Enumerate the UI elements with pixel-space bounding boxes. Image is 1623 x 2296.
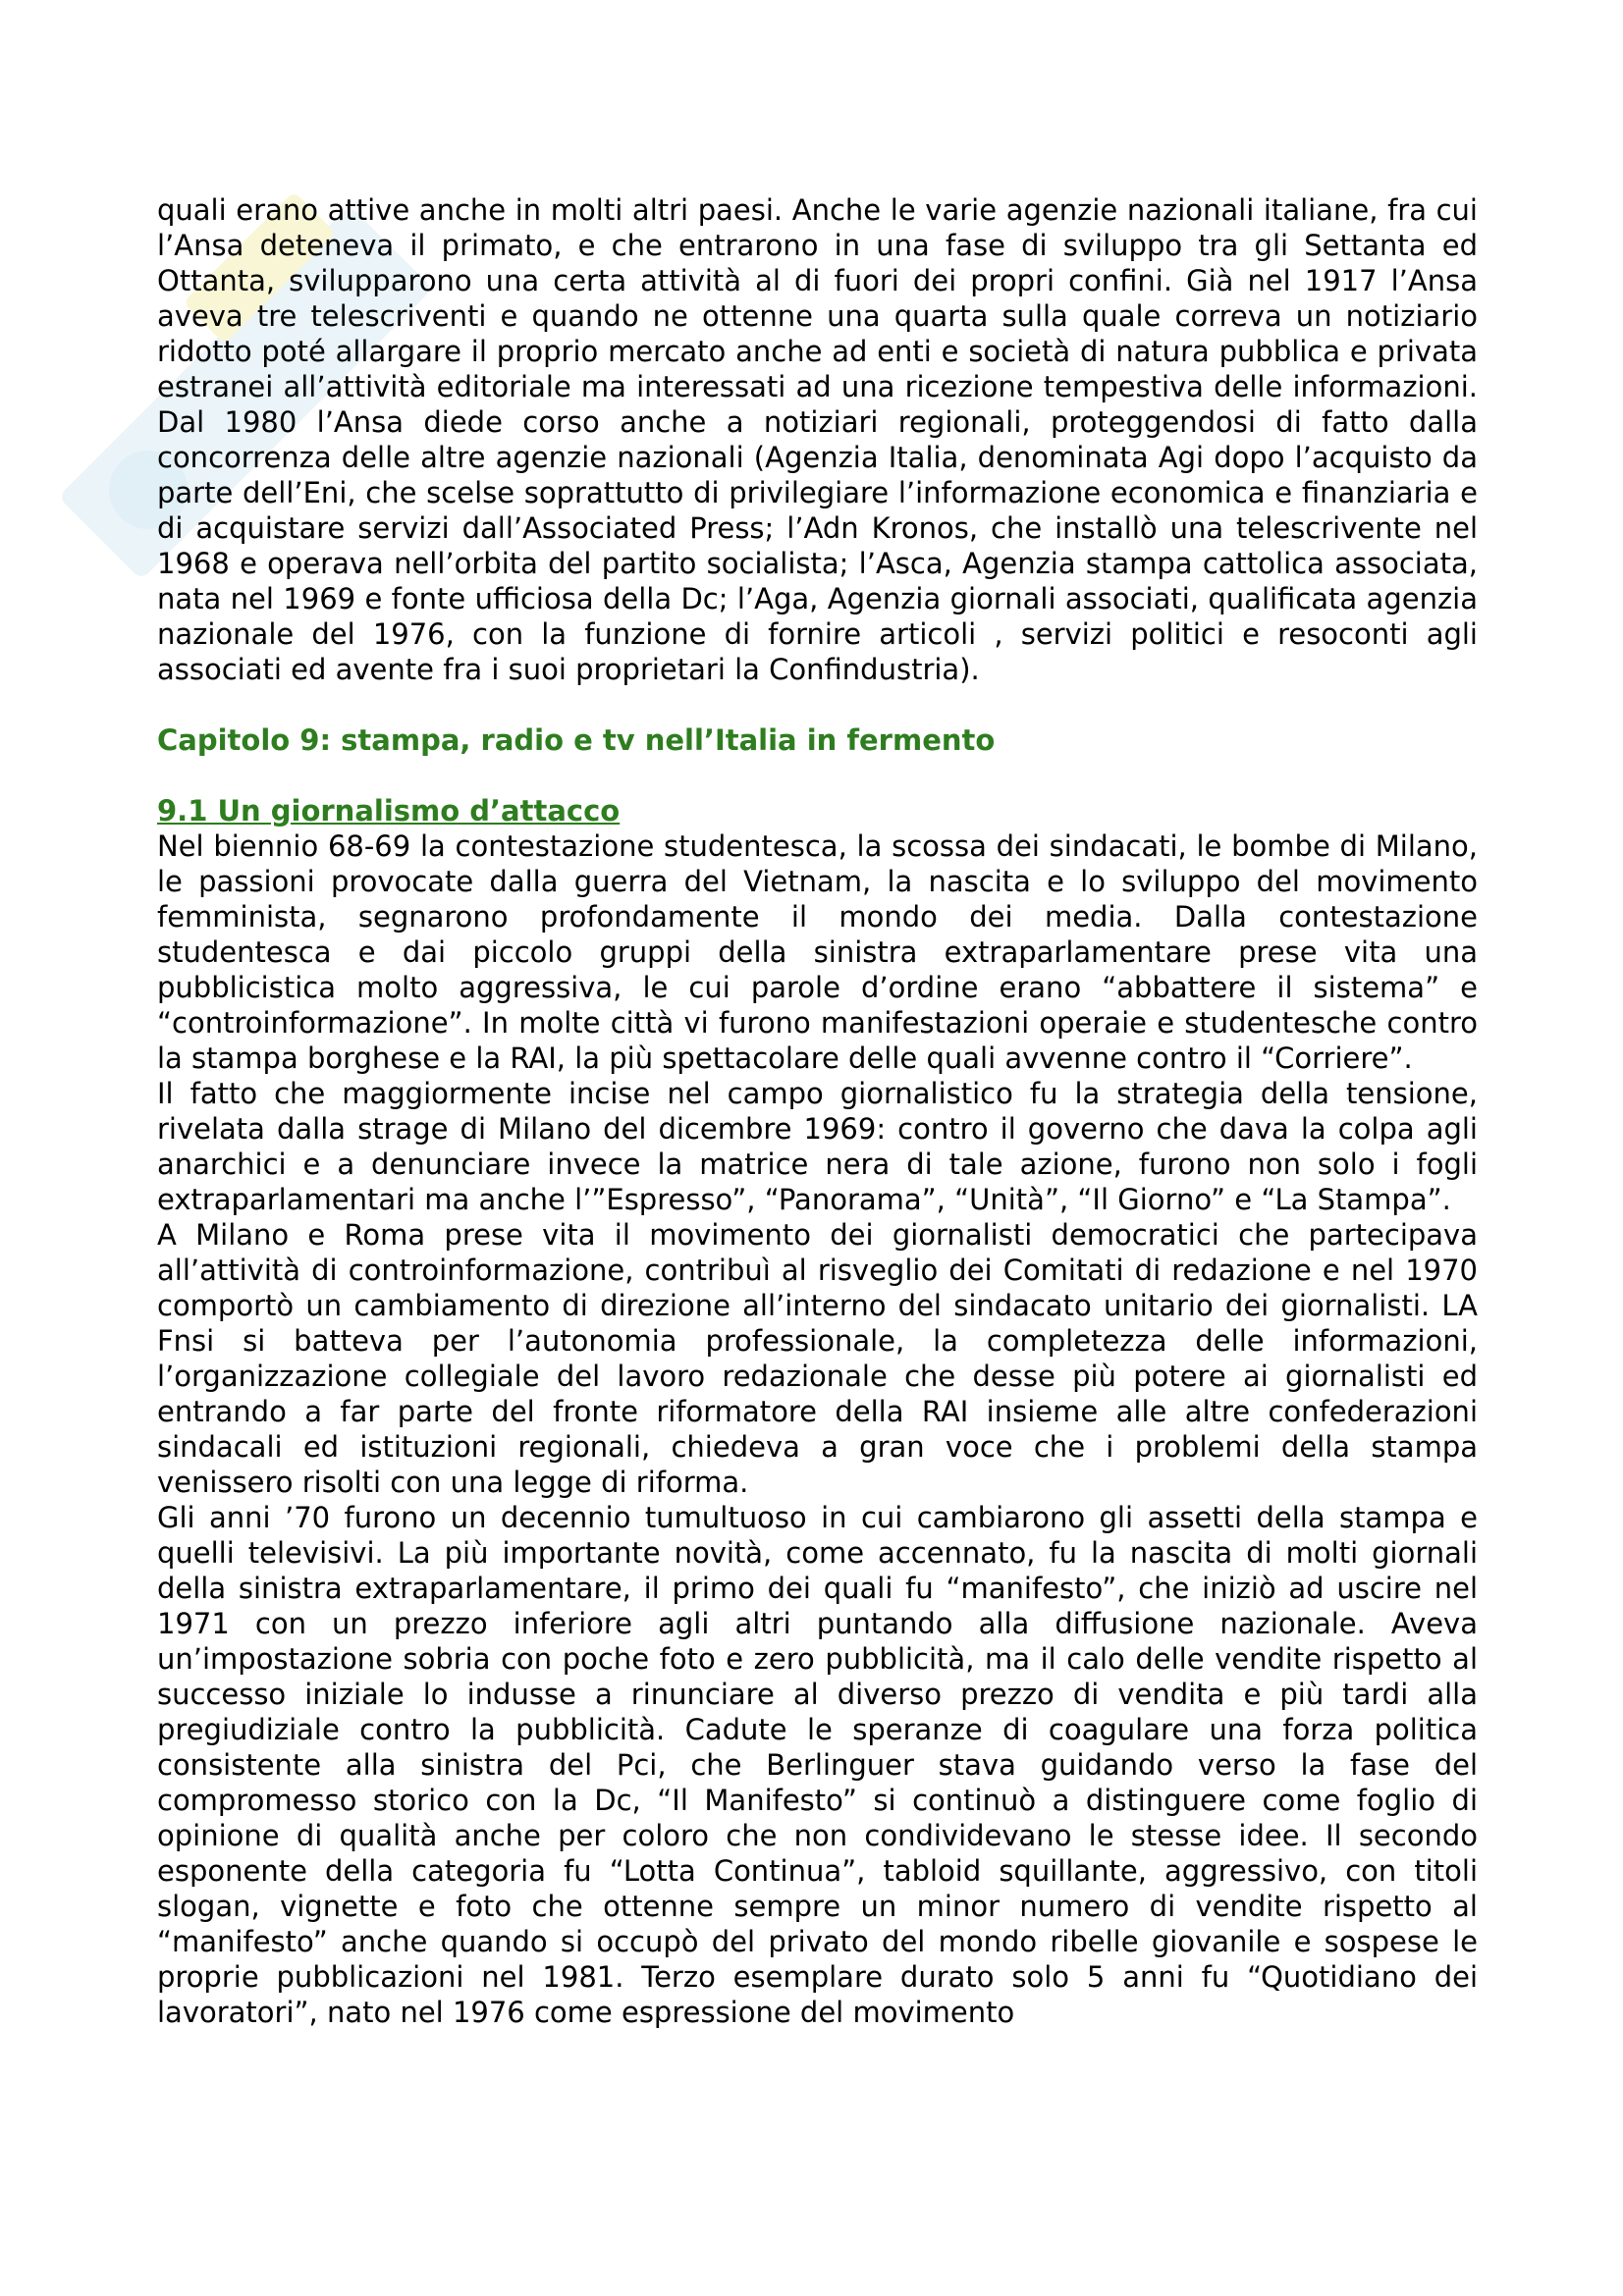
body-paragraph: Gli anni ’70 furono un decennio tumultuoso in cui cambiarono gli assetti della stampa e quelli televisivi. La più importante novità, come accennato, fu la nascita di molti giornali della sinistra extraparlamentare, il primo dei quali fu “manifesto”, che iniziò ad uscire nel 1971 con un prezzo inferiore agli altri puntando alla diffusione nazionale. Aveva un’impostazione sobria con poche foto e zero pubblicità, ma il calo delle vendite rispetto al successo iniziale lo indusse a rinunciare al diverso prezzo di vendita e più tardi alla pregiudiziale contro la pubblicità. Cadute le speranze di coagulare una forza politica consistente alla sinistra del Pci, che Berlinguer stava guidando verso la fase del compromesso storico con la Dc, “Il Manifesto” si continuò a distinguere come foglio di opinione di qualità anche per coloro che non condividevano le stesse idee. Il secondo esponente della categoria fu “Lotta Continua”, tabloid squillante, aggressivo, con titoli slogan, vignette e foto che ottenne sempre un minor numero di vendite rispetto al “manifesto” anche quando si occupò del privato del mondo ribelle giovanile e sospese le proprie pubblicazioni nel 1981. Terzo esemplare durato solo 5 anni fu “Quotidiano dei lavoratori”, nato nel 1976 come espressione del movimento [157,1501,1478,2029]
document-page [157,192,1478,2030]
body-paragraph: A Milano e Roma prese vita il movimento dei giornalisti democratici che partecipava all’attività di controinformazione, contribuì al risveglio dei Comitati di redazione e nel 1970 comportò un cambiamento di direzione all’interno del sindacato unitario dei giornalisti. LA Fnsi si batteva per l’autonomia professionale, la completezza delle informazioni, l’organizzazione collegiale del lavoro redazionale che desse più potere ai giornalisti ed entrando a far parte del fronte riformatore della RAI insieme alle altre confederazioni sindacali ed istituzioni regionali, chiedeva a gran voce che i problemi della stampa venissero risolti con una legge di riforma. [157,1218,1478,1499]
chapter-title: Capitolo 9: stampa, radio e tv nell’Italia in fermento [157,723,996,757]
body-paragraph: Il fatto che maggiormente incise nel campo giornalistico fu la strategia della tensione, rivelata dalla strage di Milano del dicembre 1969: contro il governo che dava la colpa agli anarchici e a denunciare invece la matrice nera di tale azione, furono non solo i fogli extraparlamentari ma anche l’”Espresso”, “Panorama”, “Unità”, “Il Giorno” e “La Stampa”. [157,1077,1478,1216]
section-title: 9.1 Un giornalismo d’attacco [157,794,621,828]
body-paragraph: Nel biennio 68-69 la contestazione studentesca, la scossa dei sindacati, le bombe di Milano, le passioni provocate dalla guerra del Vietnam, la nascita e lo sviluppo del movimento femminista, segnarono profondamente il mondo dei media. Dalla contestazione studentesca e dai piccolo gruppi della sinistra extraparlamentare prese vita una pubblicistica molto aggressiva, le cui parole d’ordine erano “abbattere il sistema” e “controinformazione”. In molte città vi furono manifestazioni operaie e studentesche contro la stampa borghese e la RAI, la più spettacolare delle quali avvenne contro il “Corriere”. [157,829,1478,1075]
intro-paragraph: quali erano attive anche in molti altri paesi. Anche le varie agenzie nazionali italiane, fra cui l’Ansa deteneva il primato, e che entrarono in una fase di sviluppo tra gli Settanta ed Ottanta, svilupparono una certa attività al di fuori dei propri confini. Già nel 1917 l’Ansa aveva tre telescriventi e quando ne ottenne una quarta sulla quale correva un notiziario ridotto poté allargare il proprio mercato anche ad enti e società di natura pubblica e privata estranei all’attività editoriale ma interessati ad una ricezione tempestiva delle informazioni. Dal 1980 l’Ansa diede corso anche a notiziari regionali, proteggendosi di fatto dalla concorrenza delle altre agenzie nazionali (Agenzia Italia, denominata Agi dopo l’acquisto da parte dell’Eni, che scelse soprattutto di privilegiare l’informazione economica e finanziaria e di acquistare servizi dall’Associated Press; l’Adn Kronos, che installò una telescrivente nel 1968 e operava nell’orbita del partito socialista; l’Asca, Agenzia stampa cattolica associata, nata nel 1969 e fonte ufficiosa della Dc; l’Aga, Agenzia giornali associati, qualificata agenzia nazionale del 1976, con la funzione di fornire articoli , servizi politici e resoconti agli associati ed avente fra i suoi proprietari la Confindustria). [157,193,1478,686]
